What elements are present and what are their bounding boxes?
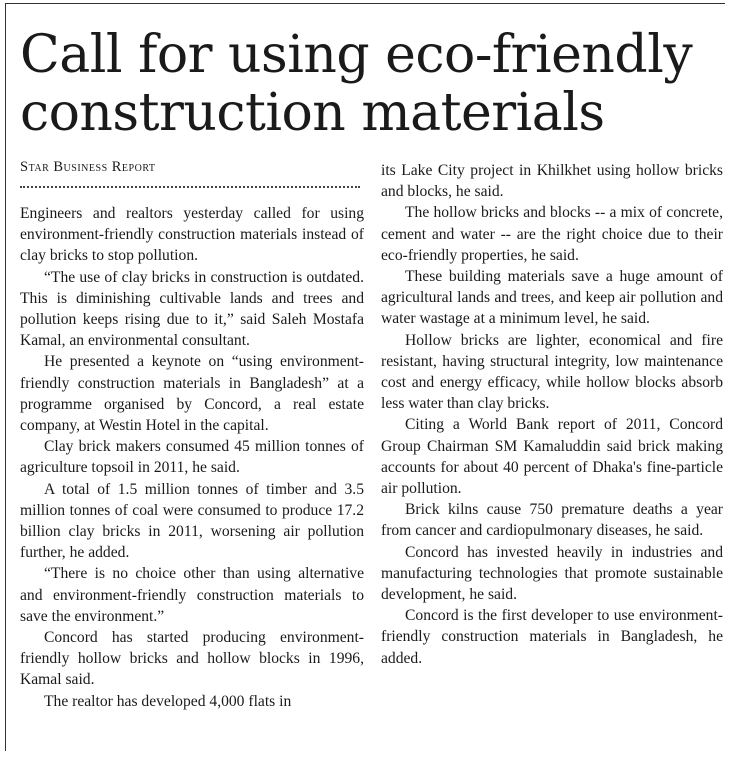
dotted-divider	[20, 186, 360, 188]
paragraph: Hollow bricks are lighter, economical and fire resistant, having structural integrity, low maintenance cost and energy efficacy, while hollow blocks absorb less water than clay bricks.	[381, 331, 723, 413]
article-column-1	[20, 203, 364, 712]
paragraph: Concord is the first developer to use environment-friendly construction materials in Bangladesh, he added.	[381, 607, 723, 667]
left-border-rule	[5, 3, 6, 751]
paragraph: “The use of clay bricks in construction is outdated. This is diminishing cultivable lands and trees and pollution keeps rising due to it,” said Saleh Mostafa Kamal, an environmental consultant.	[20, 268, 364, 350]
paragraph: Clay brick makers consumed 45 million tonnes of agriculture topsoil in 2011, he said.	[20, 438, 364, 477]
paragraph: These building materials save a huge amount of agricultural lands and trees, and keep air pollution and water wastage at a minimum level, he said.	[381, 268, 723, 328]
headline: Call for using eco-friendly construction materials	[20, 25, 693, 143]
article-column-2	[381, 160, 723, 669]
paragraph: Engineers and realtors yesterday called for using environment-friendly construction materials instead of clay bricks to stop pollution.	[20, 205, 364, 265]
paragraph: Concord has invested heavily in industries and manufacturing technologies that promote sustainable development, he said.	[381, 543, 723, 604]
paragraph: its Lake City project in Khilkhet using hollow bricks and blocks, he said.	[381, 162, 723, 201]
paragraph: Concord has started producing environment-friendly hollow bricks and hollow blocks in 1996, Kamal said.	[20, 629, 364, 689]
paragraph: A total of 1.5 million tonnes of timber and 3.5 million tonnes of coal were consumed to produce 17.2 billion clay bricks in 2011, worsening air pollution further, he added.	[20, 480, 364, 562]
byline: Star Business Report	[20, 159, 156, 175]
paragraph: The realtor has developed 4,000 flats in	[44, 692, 292, 710]
paragraph: Citing a World Bank report of 2011, Concord Group Chairman SM Kamaluddin said brick making accounts for about 40 percent of Dhaka's fine-particle air pollution.	[381, 416, 723, 498]
paragraph: He presented a keynote on “using environment-friendly construction materials in Bangladesh” at a programme organised by Concord, a real estate company, at Westin Hotel in the capital.	[20, 353, 364, 435]
paragraph: “There is no choice other than using alternative and environment-friendly construction materials to save the environment.”	[20, 565, 364, 625]
top-border-rule	[5, 3, 725, 4]
paragraph: Brick kilns cause 750 premature deaths a year from cancer and cardiopulmonary diseases, he said.	[381, 501, 723, 540]
paragraph: The hollow bricks and blocks -- a mix of concrete, cement and water -- are the right choice due to their eco-friendly properties, he said.	[381, 204, 723, 264]
